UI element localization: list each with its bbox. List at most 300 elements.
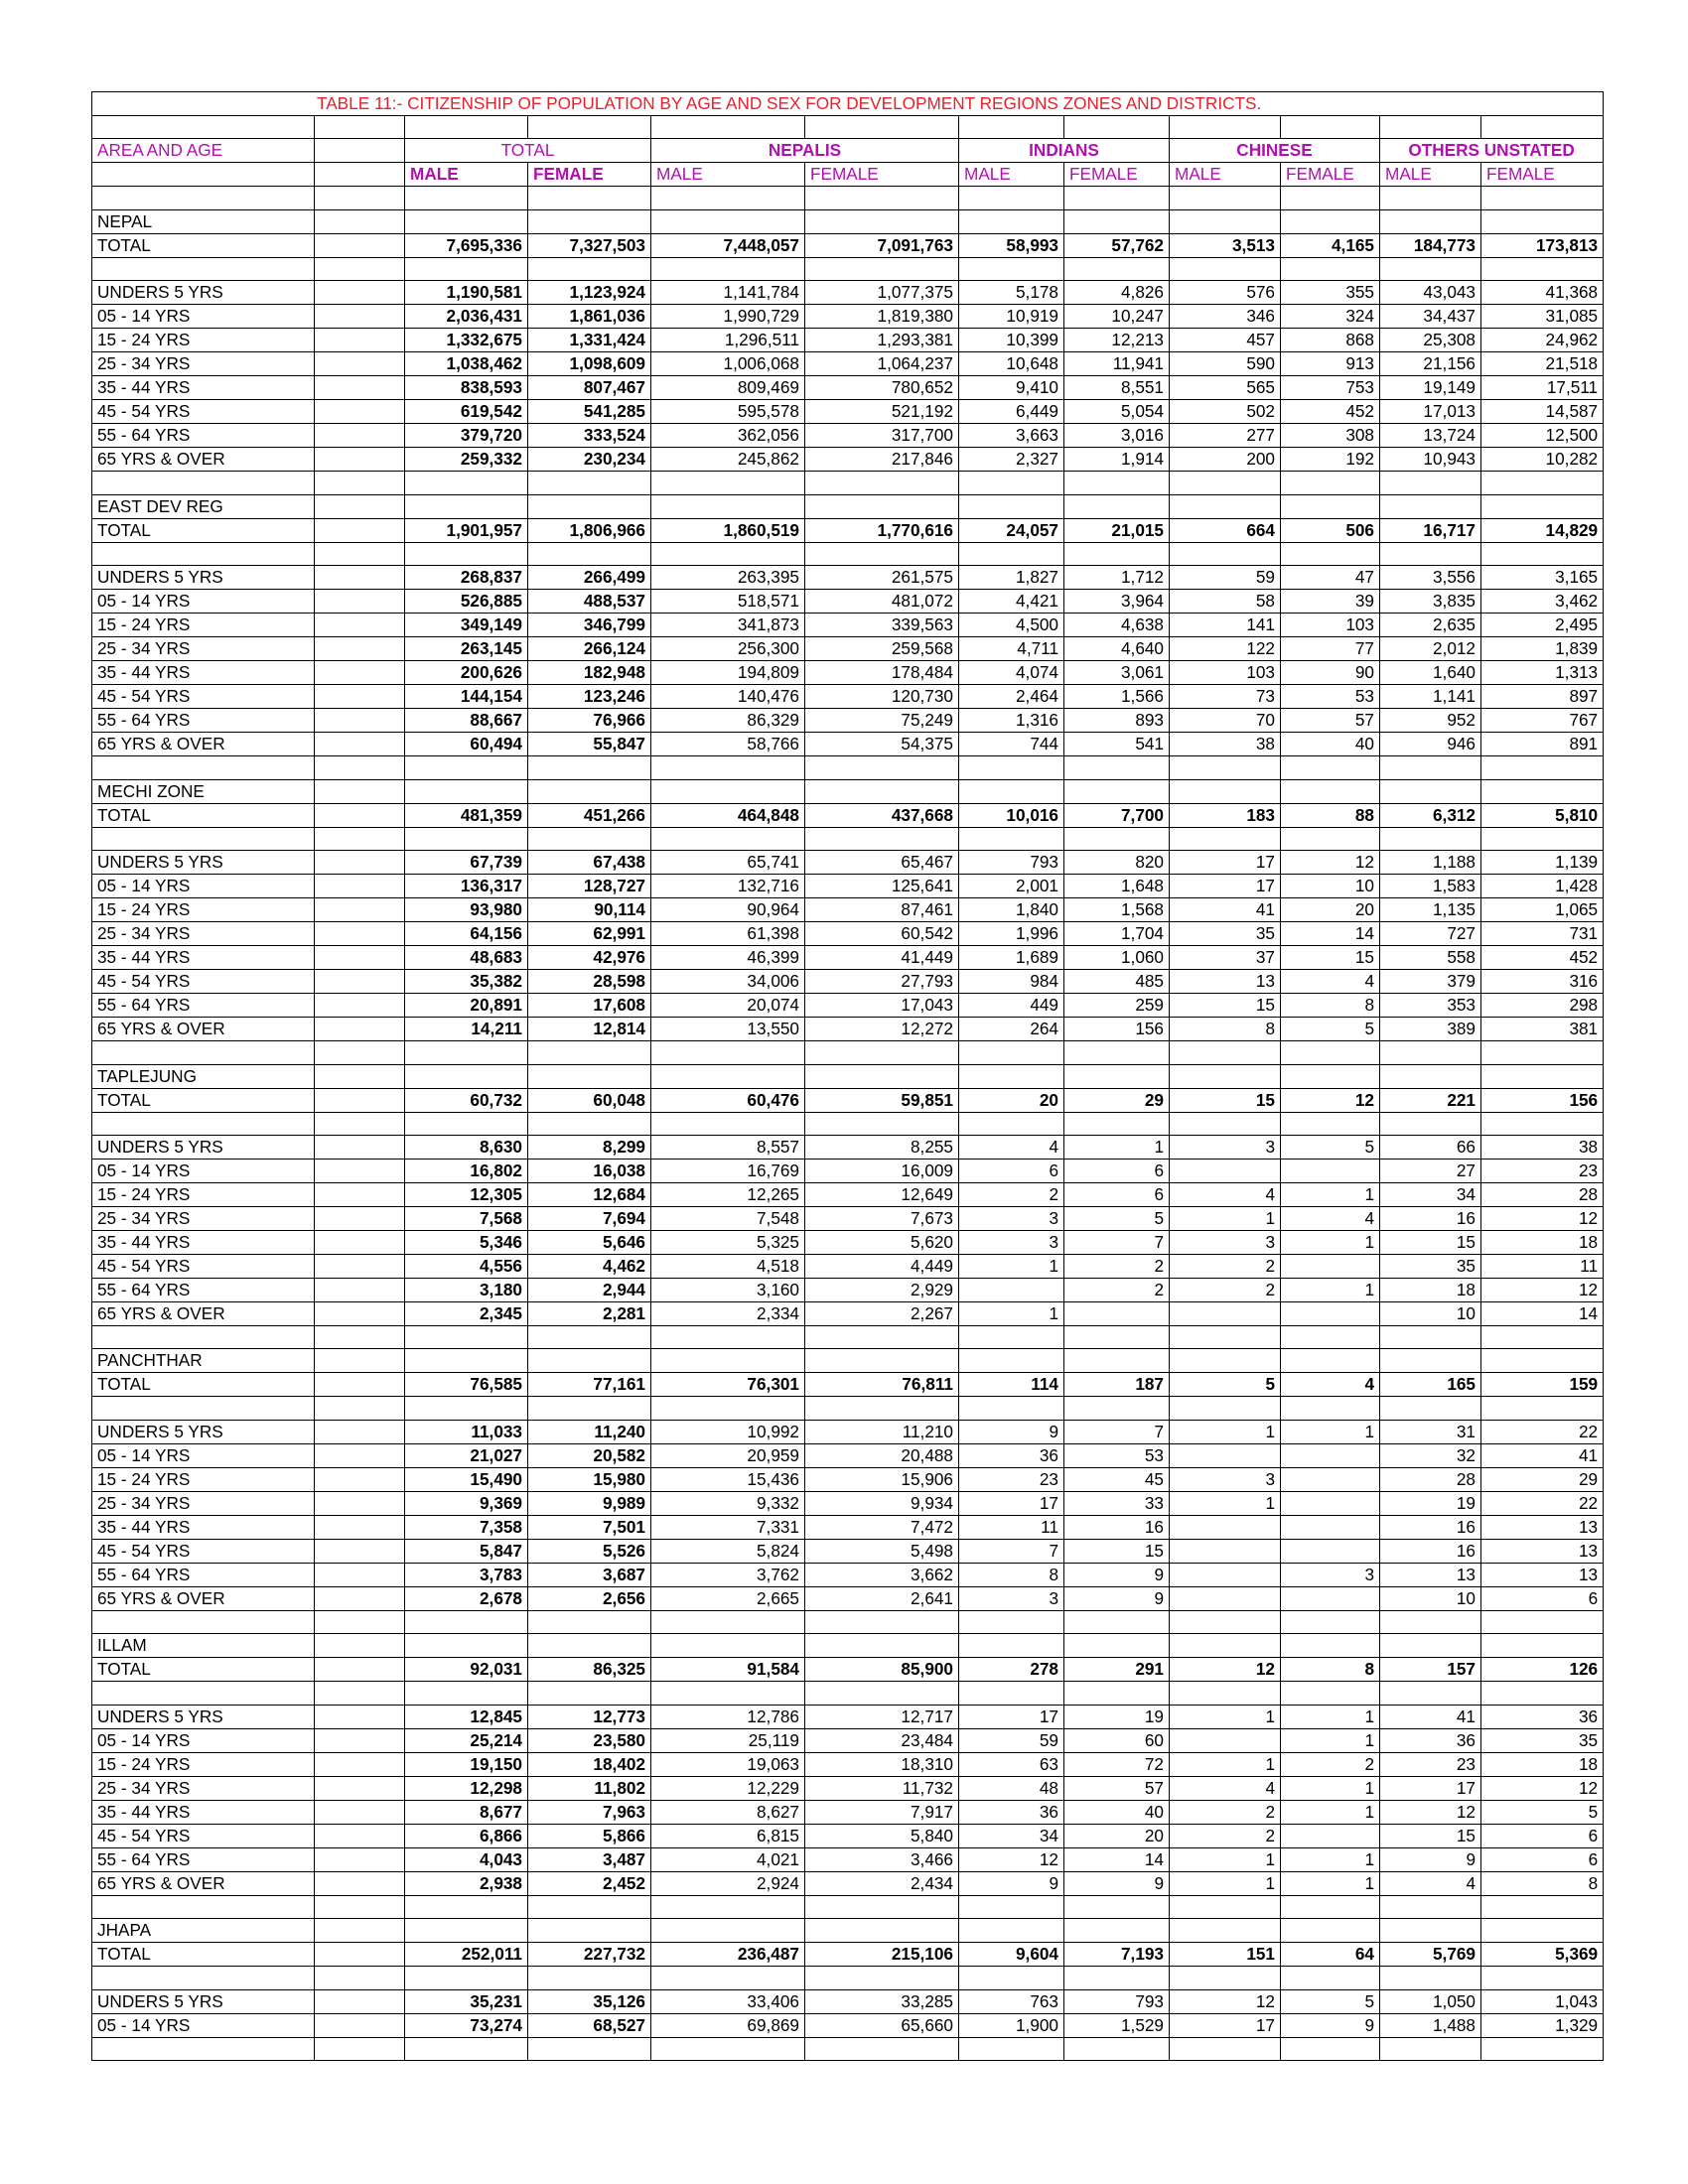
area-name-row	[92, 1349, 1604, 1373]
table-cell: 6	[1064, 1182, 1170, 1206]
table-cell: 3,061	[1064, 661, 1170, 685]
row-label: UNDERS 5 YRS	[92, 1989, 315, 2013]
female-header: FEMALE	[805, 163, 959, 187]
table-cell: 1,648	[1064, 875, 1170, 898]
table-cell: 1,316	[959, 709, 1064, 733]
table-cell: 17,608	[528, 994, 651, 1018]
table-cell: 4,449	[805, 1254, 959, 1278]
total-cell: 437,668	[805, 803, 959, 827]
table-cell	[1281, 1159, 1380, 1182]
table-cell: 14,587	[1481, 400, 1604, 424]
table-cell: 1,123,924	[528, 281, 651, 305]
table-cell: 339,563	[805, 614, 959, 637]
table-row	[92, 1752, 1604, 1776]
table-cell: 17,511	[1481, 376, 1604, 400]
table-row	[92, 1871, 1604, 1895]
total-cell: 291	[1064, 1658, 1170, 1682]
total-label: TOTAL	[92, 1088, 315, 1112]
total-cell: 5,810	[1481, 803, 1604, 827]
table-cell: 5	[1281, 1135, 1380, 1159]
table-row	[92, 1847, 1604, 1871]
total-cell: 664	[1170, 518, 1281, 542]
table-cell: 122	[1170, 637, 1281, 661]
table-cell: 2,281	[528, 1301, 651, 1325]
table-cell: 6	[1481, 1586, 1604, 1610]
table-cell: 17	[959, 1705, 1064, 1728]
table-cell: 4	[1281, 1206, 1380, 1230]
blank-row	[92, 1895, 1604, 1918]
table-cell: 744	[959, 733, 1064, 756]
table-cell: 5,646	[528, 1230, 651, 1254]
table-cell: 481,072	[805, 590, 959, 614]
table-cell: 36	[1481, 1705, 1604, 1728]
table-cell: 355	[1281, 281, 1380, 305]
table-cell: 298	[1481, 994, 1604, 1018]
table-cell: 349,149	[405, 614, 528, 637]
total-label: TOTAL	[92, 1943, 315, 1967]
total-row	[92, 1943, 1604, 1967]
table-cell: 7,472	[805, 1515, 959, 1539]
sex-header-row	[92, 163, 1604, 187]
table-cell: 1,190,581	[405, 281, 528, 305]
table-cell	[1170, 1301, 1281, 1325]
table-cell: 277	[1170, 424, 1281, 448]
row-label: 45 - 54 YRS	[92, 400, 315, 424]
table-cell: 13	[1170, 970, 1281, 994]
table-cell: 13,550	[651, 1018, 805, 1041]
table-cell: 1,141	[1380, 685, 1481, 709]
table-cell: 9	[1281, 2013, 1380, 2037]
table-cell: 67,739	[405, 851, 528, 875]
table-row	[92, 1206, 1604, 1230]
table-cell: 9	[1064, 1586, 1170, 1610]
table-cell: 1,861,036	[528, 305, 651, 329]
row-label: 55 - 64 YRS	[92, 709, 315, 733]
table-cell: 12,500	[1481, 424, 1604, 448]
table-row	[92, 281, 1604, 305]
table-cell: 64,156	[405, 922, 528, 946]
table-cell: 36	[959, 1800, 1064, 1824]
table-cell: 1,313	[1481, 661, 1604, 685]
total-cell: 1,770,616	[805, 518, 959, 542]
table-cell: 4,500	[959, 614, 1064, 637]
table-cell: 42,976	[528, 946, 651, 970]
table-row	[92, 922, 1604, 946]
total-cell: 76,811	[805, 1373, 959, 1397]
total-label: TOTAL	[92, 1373, 315, 1397]
table-cell: 9	[959, 1420, 1064, 1443]
table-cell: 65,741	[651, 851, 805, 875]
table-cell: 125,641	[805, 875, 959, 898]
total-cell: 215,106	[805, 1943, 959, 1967]
table-cell: 4,074	[959, 661, 1064, 685]
table-cell: 619,542	[405, 400, 528, 424]
table-cell: 15	[1064, 1539, 1170, 1563]
table-cell: 12,786	[651, 1705, 805, 1728]
table-cell: 11,033	[405, 1420, 528, 1443]
table-cell: 72	[1064, 1752, 1170, 1776]
table-cell: 200,626	[405, 661, 528, 685]
table-cell: 13	[1481, 1563, 1604, 1586]
table-cell: 727	[1380, 922, 1481, 946]
table-cell: 32	[1380, 1443, 1481, 1467]
total-cell: 5,369	[1481, 1943, 1604, 1967]
area-name-row	[92, 1064, 1604, 1088]
area-name-row	[92, 209, 1604, 233]
table-cell: 20,891	[405, 994, 528, 1018]
table-cell: 2,452	[528, 1871, 651, 1895]
table-cell: 66	[1380, 1135, 1481, 1159]
male-header: MALE	[405, 163, 528, 187]
table-cell: 12	[1281, 851, 1380, 875]
table-cell: 19	[1064, 1705, 1170, 1728]
table-cell: 9	[1064, 1871, 1170, 1895]
citizenship-table	[91, 91, 1604, 2061]
table-cell: 17,043	[805, 994, 959, 1018]
table-row	[92, 1135, 1604, 1159]
table-cell: 67,438	[528, 851, 651, 875]
table-cell: 5,620	[805, 1230, 959, 1254]
table-row	[92, 1278, 1604, 1301]
total-cell: 481,359	[405, 803, 528, 827]
table-cell: 952	[1380, 709, 1481, 733]
blank-row	[92, 1610, 1604, 1633]
table-cell: 7	[1064, 1230, 1170, 1254]
table-cell: 25,119	[651, 1728, 805, 1752]
table-cell: 1,060	[1064, 946, 1170, 970]
table-cell: 16,769	[651, 1159, 805, 1182]
table-cell: 5,847	[405, 1539, 528, 1563]
table-cell: 1,566	[1064, 685, 1170, 709]
total-cell: 12	[1170, 1658, 1281, 1682]
table-cell: 103	[1281, 614, 1380, 637]
table-cell: 6,815	[651, 1824, 805, 1847]
table-cell: 1	[1170, 1491, 1281, 1515]
table-cell: 33,406	[651, 1989, 805, 2013]
table-cell: 8,677	[405, 1800, 528, 1824]
table-cell: 7,358	[405, 1515, 528, 1539]
table-cell: 595,578	[651, 400, 805, 424]
table-cell: 6	[1064, 1159, 1170, 1182]
table-cell: 73	[1170, 685, 1281, 709]
blank-row	[92, 2037, 1604, 2060]
table-cell: 69,869	[651, 2013, 805, 2037]
table-cell	[1281, 1539, 1380, 1563]
table-cell: 4,518	[651, 1254, 805, 1278]
table-cell	[1170, 1159, 1281, 1182]
area-and-age-header: AREA AND AGE	[92, 139, 315, 163]
table-cell: 41	[1380, 1705, 1481, 1728]
table-cell: 17	[959, 1491, 1064, 1515]
table-cell: 16,802	[405, 1159, 528, 1182]
row-label: 15 - 24 YRS	[92, 329, 315, 352]
row-label: 05 - 14 YRS	[92, 875, 315, 898]
table-cell: 48,683	[405, 946, 528, 970]
row-label: 55 - 64 YRS	[92, 1278, 315, 1301]
table-cell: 103	[1170, 661, 1281, 685]
table-cell: 34,006	[651, 970, 805, 994]
table-row	[92, 1824, 1604, 1847]
table-cell: 28	[1481, 1182, 1604, 1206]
table-cell: 5,840	[805, 1824, 959, 1847]
table-cell: 29	[1481, 1467, 1604, 1491]
table-cell: 11,802	[528, 1776, 651, 1800]
total-cell: 60,048	[528, 1088, 651, 1112]
table-cell: 838,593	[405, 376, 528, 400]
table-cell: 809,469	[651, 376, 805, 400]
total-cell: 57,762	[1064, 233, 1170, 257]
table-cell: 3	[959, 1206, 1064, 1230]
table-cell: 2,345	[405, 1301, 528, 1325]
table-cell: 4,043	[405, 1847, 528, 1871]
row-label: UNDERS 5 YRS	[92, 1420, 315, 1443]
table-cell: 1,139	[1481, 851, 1604, 875]
table-row	[92, 685, 1604, 709]
table-row	[92, 733, 1604, 756]
table-cell: 5,526	[528, 1539, 651, 1563]
table-cell: 3,165	[1481, 566, 1604, 590]
table-cell: 9,369	[405, 1491, 528, 1515]
table-cell: 17,013	[1380, 400, 1481, 424]
table-cell: 2	[1170, 1254, 1281, 1278]
table-cell: 31,085	[1481, 305, 1604, 329]
table-cell: 3	[1170, 1135, 1281, 1159]
table-cell: 14	[1481, 1301, 1604, 1325]
total-cell: 157	[1380, 1658, 1481, 1682]
table-cell: 541,285	[528, 400, 651, 424]
table-cell: 1,141,784	[651, 281, 805, 305]
table-cell: 12,265	[651, 1182, 805, 1206]
table-cell: 1,827	[959, 566, 1064, 590]
total-cell: 7,448,057	[651, 233, 805, 257]
table-cell: 10,919	[959, 305, 1064, 329]
table-cell: 15,490	[405, 1467, 528, 1491]
table-cell: 11	[1481, 1254, 1604, 1278]
table-cell: 60,542	[805, 922, 959, 946]
table-cell: 17	[1380, 1776, 1481, 1800]
row-label: 25 - 34 YRS	[92, 1206, 315, 1230]
table-cell: 5	[1281, 1018, 1380, 1041]
table-cell: 5,866	[528, 1824, 651, 1847]
table-cell: 3,556	[1380, 566, 1481, 590]
table-cell: 1,900	[959, 2013, 1064, 2037]
blank-row	[92, 116, 1604, 139]
table-cell: 13	[1380, 1563, 1481, 1586]
row-label: 65 YRS & OVER	[92, 1586, 315, 1610]
table-cell: 4	[1170, 1776, 1281, 1800]
total-cell: 3,513	[1170, 233, 1281, 257]
total-cell: 506	[1281, 518, 1380, 542]
table-cell: 18,310	[805, 1752, 959, 1776]
table-cell: 59	[1170, 566, 1281, 590]
table-cell: 200	[1170, 448, 1281, 472]
table-cell: 2,036,431	[405, 305, 528, 329]
table-cell: 20,582	[528, 1443, 651, 1467]
table-cell: 23,484	[805, 1728, 959, 1752]
table-cell: 27	[1380, 1159, 1481, 1182]
table-cell: 5,054	[1064, 400, 1170, 424]
male-header: MALE	[651, 163, 805, 187]
total-cell: 126	[1481, 1658, 1604, 1682]
table-cell: 178,484	[805, 661, 959, 685]
table-cell: 65,467	[805, 851, 959, 875]
total-cell: 10,016	[959, 803, 1064, 827]
table-cell: 1	[959, 1254, 1064, 1278]
table-cell: 9,410	[959, 376, 1064, 400]
table-cell: 10,648	[959, 352, 1064, 376]
table-cell	[1281, 1586, 1380, 1610]
table-cell: 2	[1170, 1278, 1281, 1301]
area-name: TAPLEJUNG	[92, 1064, 315, 1088]
table-cell: 35	[1380, 1254, 1481, 1278]
table-cell: 1,065	[1481, 898, 1604, 922]
table-cell: 2	[1170, 1800, 1281, 1824]
row-label: 05 - 14 YRS	[92, 1159, 315, 1182]
table-row	[92, 851, 1604, 875]
table-cell: 10	[1380, 1301, 1481, 1325]
table-cell: 87,461	[805, 898, 959, 922]
total-cell: 7,091,763	[805, 233, 959, 257]
table-row	[92, 305, 1604, 329]
table-cell: 15	[1170, 994, 1281, 1018]
table-row	[92, 1420, 1604, 1443]
table-cell: 2	[959, 1182, 1064, 1206]
table-cell: 316	[1481, 970, 1604, 994]
total-label: TOTAL	[92, 803, 315, 827]
table-cell: 379	[1380, 970, 1481, 994]
table-cell: 457	[1170, 329, 1281, 352]
row-label: 35 - 44 YRS	[92, 376, 315, 400]
male-header: MALE	[1170, 163, 1281, 187]
table-cell: 576	[1170, 281, 1281, 305]
table-cell: 194,809	[651, 661, 805, 685]
table-cell: 57	[1064, 1776, 1170, 1800]
table-row	[92, 590, 1604, 614]
table-cell: 1,914	[1064, 448, 1170, 472]
table-row	[92, 661, 1604, 685]
row-label: 55 - 64 YRS	[92, 994, 315, 1018]
table-cell: 41,368	[1481, 281, 1604, 305]
total-cell: 60,476	[651, 1088, 805, 1112]
table-cell: 8,551	[1064, 376, 1170, 400]
table-cell	[1170, 1586, 1281, 1610]
table-row	[92, 1018, 1604, 1041]
table-cell: 488,537	[528, 590, 651, 614]
table-cell: 8	[1481, 1871, 1604, 1895]
table-cell: 3	[959, 1230, 1064, 1254]
table-cell: 23	[959, 1467, 1064, 1491]
table-cell: 763	[959, 1989, 1064, 2013]
table-cell: 11,941	[1064, 352, 1170, 376]
table-cell: 128,727	[528, 875, 651, 898]
table-cell: 33	[1064, 1491, 1170, 1515]
table-cell: 341,873	[651, 614, 805, 637]
table-cell: 34	[1380, 1182, 1481, 1206]
table-row	[92, 1491, 1604, 1515]
table-cell: 12,229	[651, 1776, 805, 1800]
table-cell: 259,568	[805, 637, 959, 661]
table-cell: 1,640	[1380, 661, 1481, 685]
table-cell: 12	[1481, 1776, 1604, 1800]
table-cell: 20,959	[651, 1443, 805, 1467]
table-cell: 123,246	[528, 685, 651, 709]
total-cell: 252,011	[405, 1943, 528, 1967]
table-cell: 3	[1281, 1563, 1380, 1586]
table-cell: 4,826	[1064, 281, 1170, 305]
table-cell: 62,991	[528, 922, 651, 946]
total-cell: 20	[959, 1088, 1064, 1112]
table-cell: 15	[1380, 1230, 1481, 1254]
total-cell: 187	[1064, 1373, 1170, 1397]
table-cell: 22	[1481, 1420, 1604, 1443]
blank-row	[92, 1041, 1604, 1064]
blank-row	[92, 1682, 1604, 1705]
table-cell: 16	[1380, 1539, 1481, 1563]
table-cell: 526,885	[405, 590, 528, 614]
table-cell: 893	[1064, 709, 1170, 733]
table-cell: 1	[1170, 1847, 1281, 1871]
row-label: 45 - 54 YRS	[92, 970, 315, 994]
table-cell: 8,630	[405, 1135, 528, 1159]
table-cell: 767	[1481, 709, 1604, 733]
table-cell: 12,213	[1064, 329, 1170, 352]
table-cell: 389	[1380, 1018, 1481, 1041]
table-cell: 245,862	[651, 448, 805, 472]
total-cell: 5,769	[1380, 1943, 1481, 1967]
table-cell: 16	[1380, 1515, 1481, 1539]
table-cell: 4,556	[405, 1254, 528, 1278]
table-cell: 86,329	[651, 709, 805, 733]
total-cell: 85,900	[805, 1658, 959, 1682]
table-cell: 90,114	[528, 898, 651, 922]
table-cell: 15	[1281, 946, 1380, 970]
table-cell: 3,160	[651, 1278, 805, 1301]
blank-row	[92, 1112, 1604, 1135]
total-cell: 6,312	[1380, 803, 1481, 827]
area-name: PANCHTHAR	[92, 1349, 315, 1373]
table-cell: 60,494	[405, 733, 528, 756]
table-cell: 12,773	[528, 1705, 651, 1728]
table-cell: 3	[1170, 1230, 1281, 1254]
table-cell: 156	[1064, 1018, 1170, 1041]
table-cell: 13	[1481, 1539, 1604, 1563]
table-cell: 1	[1281, 1728, 1380, 1752]
total-cell: 227,732	[528, 1943, 651, 1967]
table-cell: 1,990,729	[651, 305, 805, 329]
table-cell: 73,274	[405, 2013, 528, 2037]
table-cell: 21,156	[1380, 352, 1481, 376]
table-cell	[1170, 1515, 1281, 1539]
table-cell: 10,282	[1481, 448, 1604, 472]
table-cell: 3,662	[805, 1563, 959, 1586]
female-header: FEMALE	[1281, 163, 1380, 187]
table-cell: 12,649	[805, 1182, 959, 1206]
table-cell: 10,399	[959, 329, 1064, 352]
table-cell: 12,298	[405, 1776, 528, 1800]
total-cell: 7,695,336	[405, 233, 528, 257]
table-cell: 1,428	[1481, 875, 1604, 898]
table-cell	[1170, 1728, 1281, 1752]
table-cell: 15	[1380, 1824, 1481, 1847]
table-cell: 59	[959, 1728, 1064, 1752]
row-label: 35 - 44 YRS	[92, 1515, 315, 1539]
table-cell: 1,006,068	[651, 352, 805, 376]
table-cell: 913	[1281, 352, 1380, 376]
table-cell: 259	[1064, 994, 1170, 1018]
row-label: 15 - 24 YRS	[92, 1182, 315, 1206]
table-cell: 731	[1481, 922, 1604, 946]
total-cell: 173,813	[1481, 233, 1604, 257]
